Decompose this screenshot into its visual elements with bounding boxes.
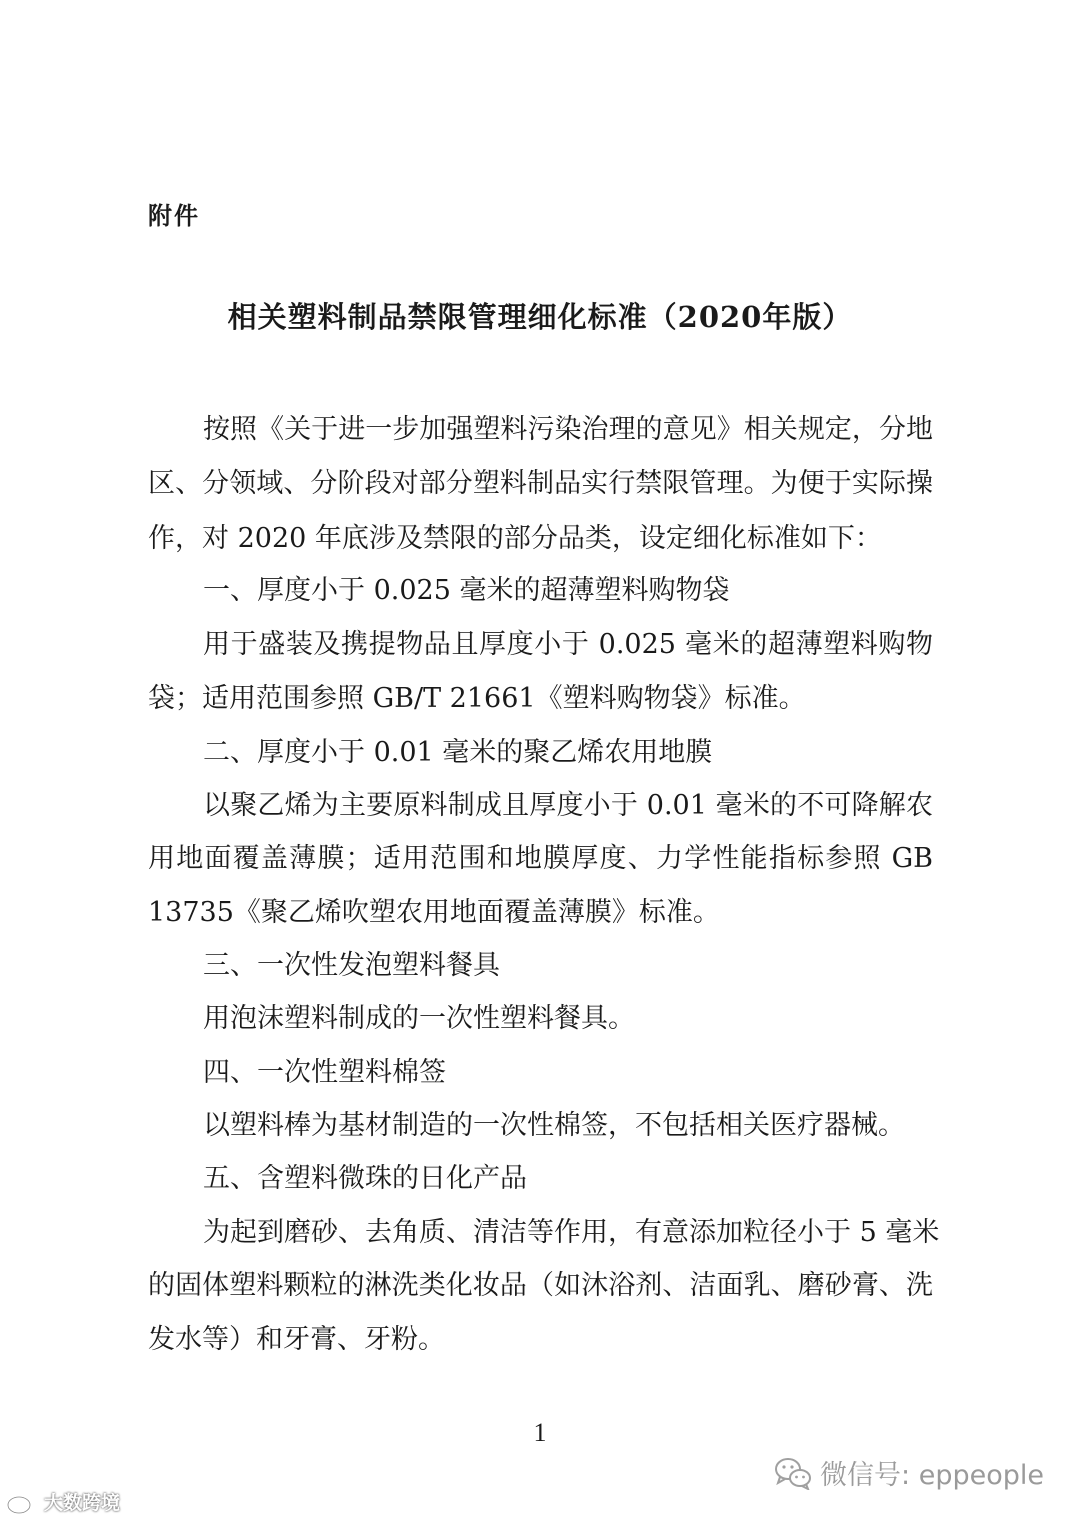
body-line: 按照《关于进一步加强塑料污染治理的意见》相关规定，分地 (203, 414, 933, 445)
body-line: 以塑料棒为基材制造的一次性棉签，不包括相关医疗器械。 (203, 1110, 905, 1141)
weibo-watermark (6, 1488, 120, 1515)
body-line: 用泡沫塑料制成的一次性塑料餐具。 (203, 1003, 635, 1034)
body-line: 五、含塑料微珠的日化产品 (203, 1163, 527, 1194)
attachment-label: 附件 (148, 202, 200, 230)
body-line: 13735《聚乙烯吹塑农用地面覆盖薄膜》标准。 (148, 897, 720, 928)
body-line: 以聚乙烯为主要原料制成且厚度小于 0.01 毫米的不可降解农 (203, 790, 933, 821)
page-number: 1 (533, 1418, 547, 1447)
wechat-watermark-text: 微信号: eppeople (820, 1460, 1044, 1491)
body-line: 区、分领域、分阶段对部分塑料制品实行禁限管理。为便于实际操 (148, 468, 933, 499)
body-line: 的固体塑料颗粒的淋洗类化妆品（如沐浴剂、洁面乳、磨砂膏、洗 (148, 1270, 933, 1301)
wechat-watermark (774, 1453, 1044, 1492)
weibo-watermark-text: 大数跨境 (44, 1492, 121, 1514)
weibo-icon (6, 1489, 38, 1515)
body-line: 一、厚度小于 0.025 毫米的超薄塑料购物袋 (203, 575, 730, 606)
body-line: 三、一次性发泡塑料餐具 (203, 950, 500, 981)
body-line: 用于盛装及携提物品且厚度小于 0.025 毫米的超薄塑料购物 (203, 629, 933, 660)
body-line: 发水等）和牙膏、牙粉。 (148, 1324, 445, 1355)
body-line: 四、一次性塑料棉签 (203, 1057, 446, 1088)
body-line: 作，对 2020 年底涉及禁限的部分品类，设定细化标准如下： (148, 523, 882, 554)
body-line: 用地面覆盖薄膜；适用范围和地膜厚度、力学性能指标参照 GB (148, 843, 933, 874)
body-line: 袋；适用范围参照 GB/T 21661《塑料购物袋》标准。 (148, 683, 806, 714)
body-line: 为起到磨砂、去角质、清洁等作用，有意添加粒径小于 5 毫米 (203, 1217, 940, 1248)
wechat-icon (774, 1456, 812, 1490)
body-line: 二、厚度小于 0.01 毫米的聚乙烯农用地膜 (203, 737, 713, 768)
document-title: 相关塑料制品禁限管理细化标准（2020年版） (227, 300, 853, 334)
